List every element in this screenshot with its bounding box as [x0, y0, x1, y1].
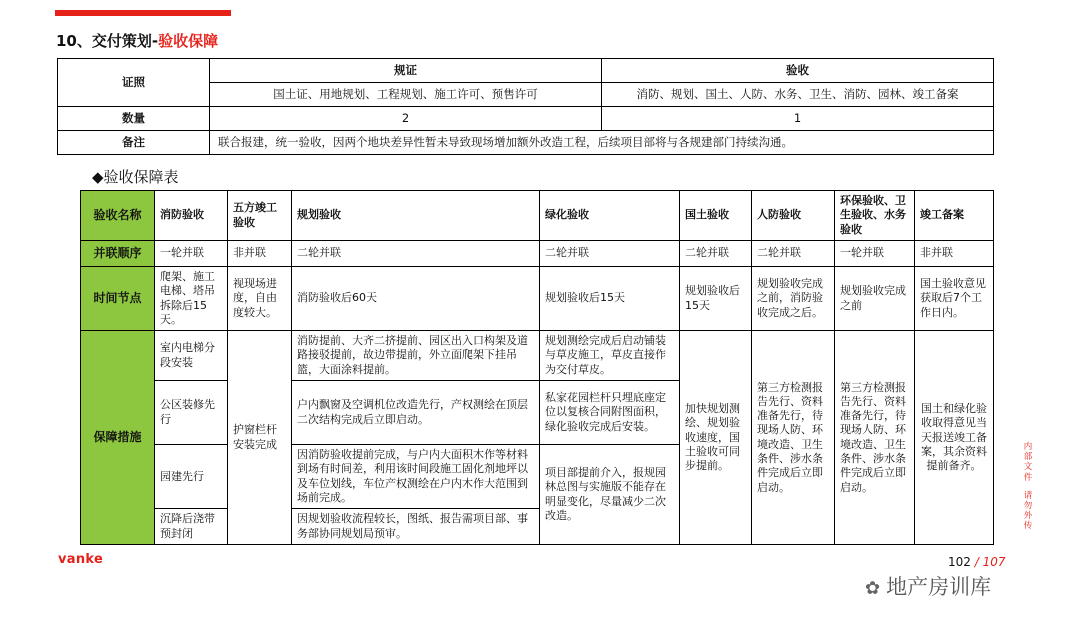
side-char: 请: [1023, 490, 1033, 501]
row-label-timing: 时间节点: [81, 267, 155, 331]
order-civil-defense: 二轮并联: [752, 241, 835, 267]
measure-green-1: 规划测绘完成后启动铺装与草皮施工，草皮直接作为交付草皮。: [540, 331, 680, 381]
header-five-party: 五方竣工验收: [228, 191, 292, 241]
order-filing: 非并联: [915, 241, 994, 267]
side-char: 文: [1023, 462, 1033, 473]
watermark-text: 地产房训库: [886, 575, 992, 599]
measure-fire-1: 室内电梯分段安装: [155, 331, 228, 381]
measure-planning-3: 因消防验收提前完成，与户内大面积木作等材料到场有时间差，利用该时间段施工固化剂地坪以及车位划线，车位产权测绘在户内木作大范围到场前完成。: [292, 445, 540, 509]
note-text: 联合报建，统一验收，因两个地块差异性暂未导致现场增加额外改造工程，后续项目部将与各规建部门持续沟通。: [210, 131, 994, 155]
cert-label: 证照: [58, 59, 210, 107]
note-label: 备注: [58, 131, 210, 155]
order-fire: 一轮并联: [155, 241, 228, 267]
header-green: 绿化验收: [540, 191, 680, 241]
timing-five-party: 视现场进度，自由度较大。: [228, 267, 292, 331]
side-char: 勿: [1023, 500, 1033, 511]
header-civil-defense: 人防验收: [752, 191, 835, 241]
order-green: 二轮并联: [540, 241, 680, 267]
col2-header: 验收: [602, 59, 994, 83]
title-prefix: 10、交付策划-: [56, 32, 159, 50]
page-number: [948, 555, 1006, 569]
order-env: 一轮并联: [835, 241, 915, 267]
timing-fire: 爬架、施工电梯、塔吊拆除后15天。: [155, 267, 228, 331]
page-current: 102: [948, 555, 971, 569]
measure-planning-2: 户内飘窗及空调机位改造先行，产权测绘在顶层二次结构完成后立即启动。: [292, 381, 540, 445]
side-char: 件: [1023, 472, 1033, 483]
count-label: 数量: [58, 107, 210, 131]
certificate-table: [57, 58, 994, 155]
vanke-logo: vanke: [58, 552, 104, 567]
timing-env: 规划验收完成之前: [835, 267, 915, 331]
order-land: 二轮并联: [680, 241, 752, 267]
timing-filing: 国土验收意见获取后7个工作日内。: [915, 267, 994, 331]
timing-planning: 消防验收后60天: [292, 267, 540, 331]
top-accent-bar: [55, 10, 231, 16]
col1-header: 规证: [210, 59, 602, 83]
count1: 2: [210, 107, 602, 131]
page-title: [56, 30, 218, 51]
acceptance-table: [80, 190, 994, 545]
measure-planning-1: 消防提前、大齐二挤提前、园区出入口构架及道路接驳提前，故边带提前，外立面爬架下挂吊篮，大面涂料提前。: [292, 331, 540, 381]
timing-land: 规划验收后15天: [680, 267, 752, 331]
watermark: [865, 571, 991, 601]
order-five-party: 非并联: [228, 241, 292, 267]
measure-filing: 国土和绿化验收取得意见当天报送竣工备案，其余资料提前备齐。: [915, 331, 994, 545]
section-title: ◆验收保障表: [92, 168, 179, 186]
measure-five-party: 护窗栏杆安装完成: [228, 331, 292, 545]
measure-fire-2: 公区装修先行: [155, 381, 228, 445]
measure-green-3: 项目部提前介入，报规园林总图与实施版不能存在明显变化，尽量减少二次改造。: [540, 445, 680, 545]
measure-fire-4: 沉降后浇带预封闭: [155, 509, 228, 545]
order-planning: 二轮并联: [292, 241, 540, 267]
page-total: / 107: [974, 555, 1006, 569]
col1-value: 国土证、用地规划、工程规划、施工许可、预售许可: [210, 83, 602, 107]
measure-civil-defense: 第三方检测报告先行、资料准备先行，待现场人防、环境改造、卫生条件、涉水条件完成后立即启动。: [752, 331, 835, 545]
header-filing: 竣工备案: [915, 191, 994, 241]
measure-env: 第三方检测报告先行、资料准备先行，待现场人防、环境改造、卫生条件、涉水条件完成后立即启动。: [835, 331, 915, 545]
timing-civil-defense: 规划验收完成之前，消防验收完成之后。: [752, 267, 835, 331]
count2: 1: [602, 107, 994, 131]
timing-green: 规划验收后15天: [540, 267, 680, 331]
side-char: 内: [1023, 442, 1033, 452]
row-label-order: 并联顺序: [81, 241, 155, 267]
side-char: 部: [1023, 452, 1033, 463]
measure-land: 加快规划测绘、规划验收速度，国土验收可同步提前。: [680, 331, 752, 545]
row-label-measures: 保障措施: [81, 331, 155, 545]
row-label-name: 验收名称: [81, 191, 155, 241]
header-env: 环保验收、卫生验收、水务验收: [835, 191, 915, 241]
measure-fire-3: 园建先行: [155, 445, 228, 509]
header-land: 国土验收: [680, 191, 752, 241]
header-fire: 消防验收: [155, 191, 228, 241]
side-char: 外: [1023, 511, 1033, 522]
col2-value: 消防、规划、国土、人防、水务、卫生、消防、园林、竣工备案: [602, 83, 994, 107]
wechat-icon: ✿: [865, 578, 881, 599]
side-char: 传: [1023, 521, 1033, 532]
measure-planning-4: 因规划验收流程较长，图纸、报告需项目部、事务部协同规划局预审。: [292, 509, 540, 545]
measure-green-2: 私家花园栏杆只埋底座定位以复核合同附图面积，绿化验收完成后安装。: [540, 381, 680, 445]
header-planning: 规划验收: [292, 191, 540, 241]
title-suffix: 验收保障: [158, 32, 219, 50]
side-notice: [1014, 442, 1042, 532]
